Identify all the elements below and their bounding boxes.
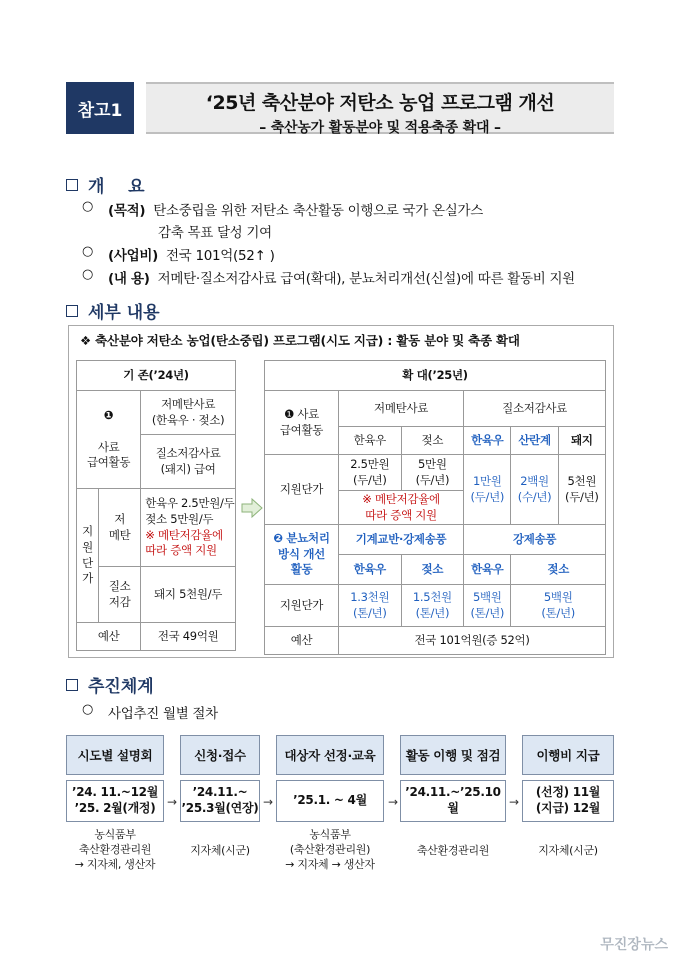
expanded-col-5: 돼지 bbox=[558, 427, 605, 455]
expanded-nitrogen-feed: 질소저감사료 bbox=[464, 391, 606, 427]
step-1-title: 시도별 설명회 bbox=[66, 735, 164, 775]
existing-feed-nitrogen: 질소저감사료 (돼지) 급여 bbox=[141, 435, 236, 489]
square-bullet-icon bbox=[66, 305, 78, 317]
existing-header: 기 존(’24년) bbox=[77, 361, 236, 391]
step-4-note: 축산환경관리원 bbox=[416, 844, 490, 857]
step-3-period: ’25.1. ~ 4월 bbox=[276, 780, 384, 822]
step-4-title: 활동 이행 및 점검 bbox=[400, 735, 506, 775]
step-4-period: ’24.11.~’25.10월 bbox=[400, 780, 506, 822]
process-heading: 추진체계 bbox=[66, 672, 154, 697]
expanded-unit-note: ※ 메탄저감율에 따라 증액 지원 bbox=[339, 491, 464, 525]
expanded-col-3: 한육우 bbox=[464, 427, 511, 455]
watermark-logo: 무진장뉴스 bbox=[600, 937, 668, 953]
expanded-manure-unit-3: 5백원 (톤/년) bbox=[464, 585, 511, 627]
expanded-manure-unit-2: 1.5천원 (톤/년) bbox=[401, 585, 464, 627]
existing-support-label: 지 원 단 가 bbox=[77, 489, 99, 623]
expanded-col-2: 젖소 bbox=[401, 427, 464, 455]
existing-nitrogen-label: 질소 저감 bbox=[99, 567, 141, 623]
step-2-note: 지자체(시군) bbox=[190, 844, 250, 857]
expanded-header: 확 대(’25년) bbox=[265, 361, 606, 391]
expanded-manure-2: 강제송풍 bbox=[464, 525, 606, 555]
overview-item-purpose: ○ (목적) 탄소중립을 위한 저탄소 축산활동 이행으로 국가 온실가스 bbox=[82, 199, 483, 219]
existing-methane-label: 저 메탄 bbox=[99, 489, 141, 567]
expanded-col-1: 한육우 bbox=[339, 427, 402, 455]
existing-methane-value: 한육우 2.5만원/두 젖소 5만원/두 ※ 메탄저감율에 따라 증액 지원 bbox=[141, 489, 236, 567]
step-2-title: 신청·접수 bbox=[180, 735, 260, 775]
square-bullet-icon bbox=[66, 179, 78, 191]
overview-item-content: ○ (내 용) 저메탄·질소저감사료 급여(확대), 분뇨처리개선(신설)에 따른 활동비 지원 bbox=[82, 267, 575, 287]
expanded-unit-2: 5만원 (두/년) bbox=[401, 455, 464, 491]
existing-budget-value: 전국 49억원 bbox=[141, 623, 236, 651]
page-title: ‘25년 축산분야 저탄소 농업 프로그램 개선 bbox=[205, 92, 555, 114]
expanded-budget-label: 예산 bbox=[265, 627, 339, 655]
step-arrow-icon: → bbox=[167, 795, 178, 809]
step-1-period: ’24. 11.~12월 ’25. 2월(개정) bbox=[66, 780, 164, 822]
expanded-unit-1: 2.5만원 (두/년) bbox=[339, 455, 402, 491]
existing-table bbox=[76, 360, 236, 651]
expanded-unit-5: 5천원 (두/년) bbox=[558, 455, 605, 525]
expanded-manure-unit-4: 5백원 (톤/년) bbox=[511, 585, 606, 627]
expanded-manure-col-4: 젖소 bbox=[511, 555, 606, 585]
existing-feed-label: ❶ 사료 급여활동 bbox=[77, 391, 141, 489]
step-3-note: 농식품부 (축산환경관리원) → 지자체 → 생산자 bbox=[285, 828, 375, 871]
expanded-manure-col-2: 젖소 bbox=[401, 555, 464, 585]
expanded-budget-value: 전국 101억원(증 52억) bbox=[339, 627, 606, 655]
expanded-support-label-2: 지원단가 bbox=[265, 585, 339, 627]
expanded-manure-1: 기계교반·강제송풍 bbox=[339, 525, 464, 555]
overview-item-purpose-cont: 감축 목표 달성 기여 bbox=[158, 225, 272, 241]
step-1-note: 농식품부 축산환경관리원 → 지자체, 생산자 bbox=[74, 828, 156, 871]
expanded-unit-3: 1만원 (두/년) bbox=[464, 455, 511, 525]
process-subheading: ○ 사업추진 월별 절차 bbox=[82, 702, 218, 722]
page-subtitle: – 축산농가 활동분야 및 적용축종 확대 – bbox=[259, 120, 501, 136]
detail-heading: 세부 내용 bbox=[66, 298, 160, 323]
expanded-unit-4: 2백원 (수/년) bbox=[511, 455, 558, 525]
expanded-table bbox=[264, 360, 606, 655]
step-arrow-icon: → bbox=[263, 795, 274, 809]
existing-budget-label: 예산 bbox=[77, 623, 141, 651]
expanded-manure-label: ❷ 분뇨처리 방식 개선 활동 bbox=[265, 525, 339, 585]
overview-item-budget: ○ (사업비) 전국 101억(52↑ ) bbox=[82, 244, 275, 264]
detail-frame-title: ❖ 축산분야 저탄소 농업(탄소중립) 프로그램(시도 지급) : 활동 분야 및 축종 확대 bbox=[80, 333, 520, 348]
step-5-note: 지자체(시군) bbox=[538, 844, 598, 857]
title-box bbox=[146, 82, 614, 134]
existing-nitrogen-value: 돼지 5천원/두 bbox=[141, 567, 236, 623]
expanded-support-label: 지원단가 bbox=[265, 455, 339, 525]
existing-feed-methane: 저메탄사료 (한육우 · 젖소) bbox=[141, 391, 236, 435]
step-5-title: 이행비 지급 bbox=[522, 735, 614, 775]
expanded-col-4: 산란계 bbox=[511, 427, 558, 455]
expanded-manure-unit-1: 1.3천원 (톤/년) bbox=[339, 585, 402, 627]
step-3-title: 대상자 선정·교육 bbox=[276, 735, 384, 775]
overview-heading: 개 요 bbox=[66, 172, 145, 197]
reference-badge: 참고1 bbox=[66, 82, 134, 134]
step-2-period: ’24.11.~ ’25.3월(연장) bbox=[180, 780, 260, 822]
step-arrow-icon: → bbox=[509, 795, 520, 809]
expanded-feed-label: ❶ 사료 급여활동 bbox=[265, 391, 339, 455]
expanded-manure-col-3: 한육우 bbox=[464, 555, 511, 585]
expanded-manure-col-1: 한육우 bbox=[339, 555, 402, 585]
step-arrow-icon: → bbox=[388, 795, 399, 809]
arrow-right-icon bbox=[240, 496, 264, 520]
square-bullet-icon bbox=[66, 679, 78, 691]
step-5-period: (선정) 11월 (지급) 12월 bbox=[522, 780, 614, 822]
expanded-methane-feed: 저메탄사료 bbox=[339, 391, 464, 427]
